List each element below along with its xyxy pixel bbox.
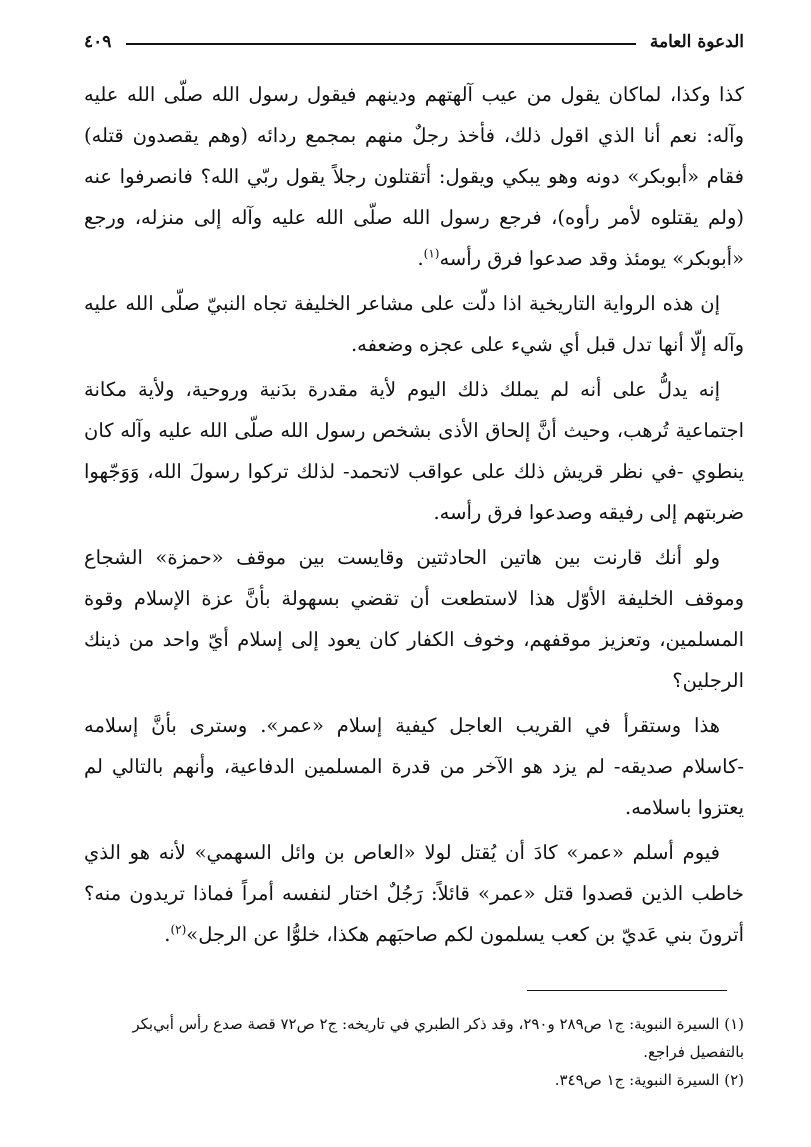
running-title: الدعوة العامة xyxy=(649,32,744,52)
paragraph-tail: . xyxy=(417,247,424,270)
paragraph xyxy=(84,74,744,279)
paragraph xyxy=(84,537,744,701)
paragraph-text: فيوم أسلم «عمر» كادَ أن يُقتل لولا «العاص بن وائل السهمي» لأنه هو الذي خاطب الذين قصدوا قتل «عمر» قائلاً: رَجُلٌ اختار لنفسه أمراً فماذا تريدون منه؟ أترونَ بني عَديّ بن كعب يسلمون لكم صاحبَهم هكذا، خلوُّا عن الرجل» xyxy=(84,841,744,946)
footnote: (١) السيرة النبوية: ج١ ص٢٨٩ و٢٩٠، وقد ذكر الطبري في تاريخه: ج٢ ص٧٢ قصة صدع رأس أبي‌بكر بالتفصيل فراجع. xyxy=(132,1015,744,1061)
paragraph-tail: . xyxy=(164,923,171,946)
paragraph xyxy=(84,832,744,955)
header-rule xyxy=(126,43,636,45)
paragraph-text: هذا وستقرأ في القريب العاجل كيفية إسلام «عمر». وسترى بأنَّ إسلامه -كاسلام صديقه- لم يزد هو الآخر من قدرة المسلمين الدفاعية، وأنهم بالتالي لم يعتزوا باسلامه. xyxy=(84,714,744,819)
paragraph-text: إن هذه الرواية التاريخية اذا دلّت على مشاعر الخليفة تجاه النبيّ صلّى الله عليه وآله إلّا أنها تدل قبل أي شيء على عجزه وضعفه. xyxy=(84,292,744,356)
page-header xyxy=(84,30,744,56)
page-number: ٤٠٩ xyxy=(84,32,112,52)
paragraph-text: كذا وكذا، لماكان يقول من عيب آلهتهم ودينهم فيقول رسول الله صلّى الله عليه وآله: نعم أنا الذي اقول ذلك، فأخذ رجلٌ منهم بمجمع ردائه (وهم يقصدون قتله) فقام «أبوبكر» دونه وهو يبكي ويقول: أتقتلون رجلاً يقول ربّي الله؟ فانصرفوا عنه (ولم يقتلوه لأمر رأوه)، فرجع رسول الله صلّى الله عليه وآله إلى منزله، ورجع «أبوبكر» يومئذ وقد صدعوا فرق رأسه xyxy=(84,83,744,270)
paragraph xyxy=(84,705,744,828)
body-text xyxy=(84,74,744,959)
footnote-mark: (٢) xyxy=(170,922,187,937)
paragraph xyxy=(84,283,744,365)
footnote-separator xyxy=(527,990,727,991)
paragraph-text: ولو أنك قارنت بين هاتين الحادثتين وقايست بين موقف «حمزة» الشجاع وموقف الخليفة الأوّل هذا لاستطعت أن تقضي بسهولة بأنَّ عزة الإسلام وقوة المسلمين، وتعزيز موقفهم، وخوف الكفار كان يعود إلى إسلام أيّ واحد من ذينك الرجلين؟ xyxy=(84,546,744,692)
footnote: (٢) السيرة النبوية: ج١ ص٣٤٩. xyxy=(554,1071,744,1089)
paragraph xyxy=(84,369,744,533)
footnotes xyxy=(84,1010,744,1094)
footnote-mark: (١) xyxy=(423,246,440,261)
paragraph-text: إنه يدلُّ على أنه لم يملك ذلك اليوم لأية مقدرة بدَنية وروحية، ولأية مكانة اجتماعية تُرهب، وحيث أنَّ إلحاق الأذى بشخص رسول الله صلّى الله عليه وآله كان ينطوي -في نظر قريش ذلك على عواقب لاتحمد- لذلك تركوا رسولَ الله، وَوَجّهوا ضربتهم إلى رفيقه وصدعوا فرق رأسه. xyxy=(84,378,744,524)
